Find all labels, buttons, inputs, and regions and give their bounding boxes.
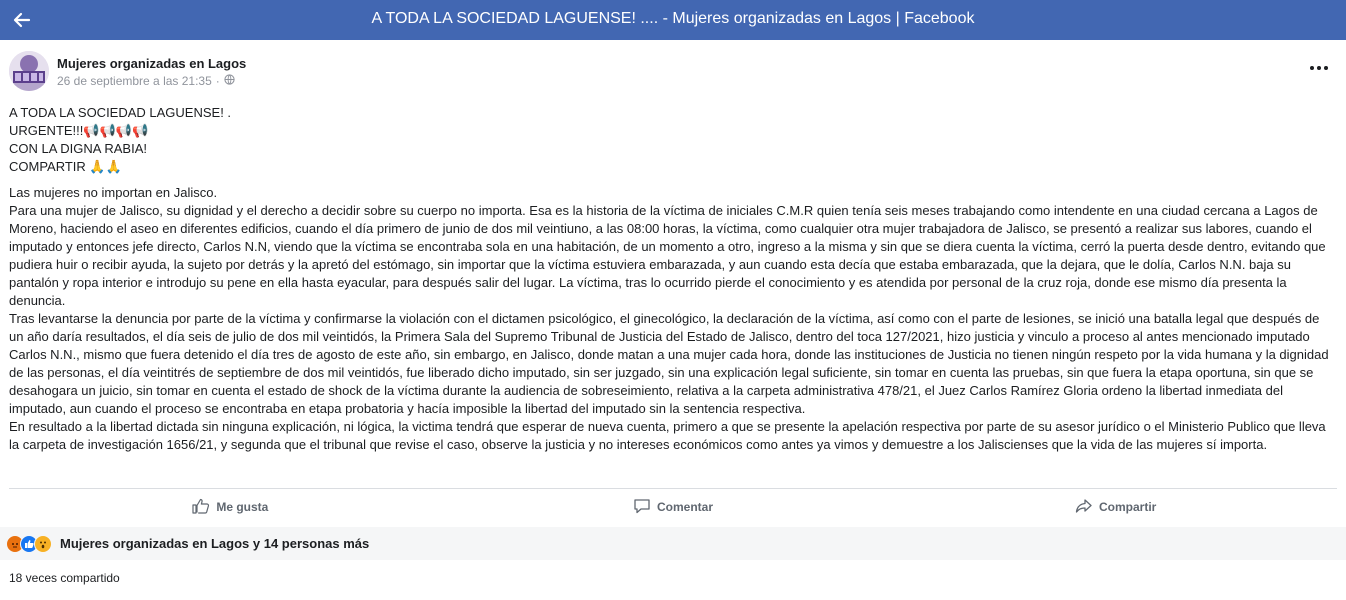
comment-label: Comentar bbox=[657, 500, 714, 514]
reaction-names[interactable]: Mujeres organizadas en Lagos y 14 personas más bbox=[60, 536, 370, 551]
post-actions bbox=[9, 492, 1337, 522]
intro-line: URGENTE!!!📢📢📢📢 bbox=[9, 123, 149, 138]
body-paragraph: Las mujeres no importan en Jalisco. bbox=[9, 185, 218, 200]
intro-line: A TODA LA SOCIEDAD LAGUENSE! . bbox=[9, 105, 232, 120]
body-paragraph: Para una mujer de Jalisco, su dignidad y el derecho a decidir sobre su cuerpo no importa. Esa es la historia de la víctima de iniciales C.M.R quien tenía seis meses trabajando como intendente en una ciudad cercana a Lagos de Moreno, haciendo el aseo en diferentes edificios, cuando el día primero de junio de dos mil veintiuno, a las 08:00 horas, la víctima, como cualquier otra mujer trabajadora de Jalisco, se presentó a realizar sus labores, cuando el imputado y entonces jefe directo, Carlos N.N, viendo que la víctima se encontraba sola en una habitación, de un momento a otro, ingreso a la misma y sin que se diera cuenta la víctima, cerró la puerta desde dentro, evitando que pudiera huir o recibir ayuda, la sujeto por detrás y la apretó del estómago, sin importar que la víctima estuviera embarazada, y aun cuando esta decía que estaba embarazada, que la dejara, que le dolía, Carlos N.N. baja su pantalón y ropa interior e introdujo su pene en ella hasta eyacular, para después salir del lugar. La víctima, tras lo ocurrido pierde el conocimiento y es atendida por personal de la cruz roja, donde ese mismo día presenta la denuncia. bbox=[9, 203, 1326, 308]
comment-button[interactable] bbox=[452, 492, 895, 522]
author-avatar[interactable] bbox=[9, 51, 49, 91]
body-paragraph: En resultado a la libertad dictada sin ninguna explicación, ni lógica, la victima tendrá que esperar de nueva cuenta, primero a que se presente la apelación respectiva por parte de su asesor jurídico o el Ministerio Publico que lleva la carpeta de investigación 1656/21, y segunda que el tribunal que revise el caso, observe la justicia y no intereses económicos como antes ya vimos y demuestre a los Jaliscienses que la vida de las mujeres sí importa. bbox=[9, 419, 1326, 452]
globe-icon bbox=[224, 74, 235, 88]
page-title: A TODA LA SOCIEDAD LAGUENSE! .... - Mujeres organizadas en Lagos | Facebook bbox=[371, 10, 975, 27]
body-paragraph: Tras levantarse la denuncia por parte de la víctima y confirmarse la violación con el dictamen psicológico, el ginecológico, la declaración de la víctima, así como con el parte de lesiones, se inició una batalla legal que después de un año daría resultados, el día seis de julio de dos mil veintidós, la Primera Sala del Supremo Tribunal de Justicia del Estado de Jalisco, dentro del toca 127/2021, hizo justicia y vinculo a proceso al antes mencionado imputado Carlos N.N., mismo que fuera detenido el día tres de agosto de este año, sin embargo, en Jalisco, donde matan a una mujer cada hora, donde las instituciones de Justicia no tienen ningún respeto por la vida humana y la dignidad de las personas, el día veintitrés de septiembre de dos mil veintidós, fue liberado dicho imputado, sin ser juzgado, sin una explicación legal suficiente, sin tomar en cuenta las pruebas, sin que fuera la etapa oportuna, sin que se desahogara un juicio, sin tomar en cuenta el estado de shock de la víctima durante la audiencia de sobreseimiento, relativa a la carpeta administrativa 478/21, el Juez Carlos Ramírez Gloria ordeno la libertad inmediata del imputado, aun cuando el proceso se encontraba en etapa probatoria y hacía imposible la libertad del imputado sin la sentencia respectiva. bbox=[9, 311, 1329, 416]
post-header bbox=[9, 50, 1339, 94]
share-icon bbox=[1075, 498, 1093, 517]
meta-separator: · bbox=[215, 74, 220, 88]
post-meta bbox=[57, 74, 235, 88]
share-label: Compartir bbox=[1099, 500, 1157, 514]
actions-divider bbox=[9, 488, 1337, 489]
like-label: Me gusta bbox=[216, 500, 269, 514]
more-options-icon[interactable] bbox=[1307, 60, 1331, 76]
like-button[interactable] bbox=[9, 492, 452, 522]
share-count[interactable]: 18 veces compartido bbox=[9, 571, 120, 585]
thumbs-up-icon bbox=[192, 498, 210, 517]
intro-line: COMPARTIR 🙏🙏 bbox=[9, 159, 122, 174]
reaction-icons bbox=[6, 535, 48, 553]
top-bar bbox=[0, 0, 1346, 40]
wow-reaction-icon bbox=[34, 535, 52, 553]
reactions-bar[interactable] bbox=[0, 527, 1346, 560]
share-button[interactable] bbox=[894, 492, 1337, 522]
author-name[interactable]: Mujeres organizadas en Lagos bbox=[57, 56, 247, 71]
post-timestamp[interactable]: 26 de septiembre a las 21:35 bbox=[57, 74, 212, 88]
comment-icon bbox=[633, 498, 651, 517]
intro-line: CON LA DIGNA RABIA! bbox=[9, 141, 147, 156]
post-body bbox=[9, 104, 1337, 454]
